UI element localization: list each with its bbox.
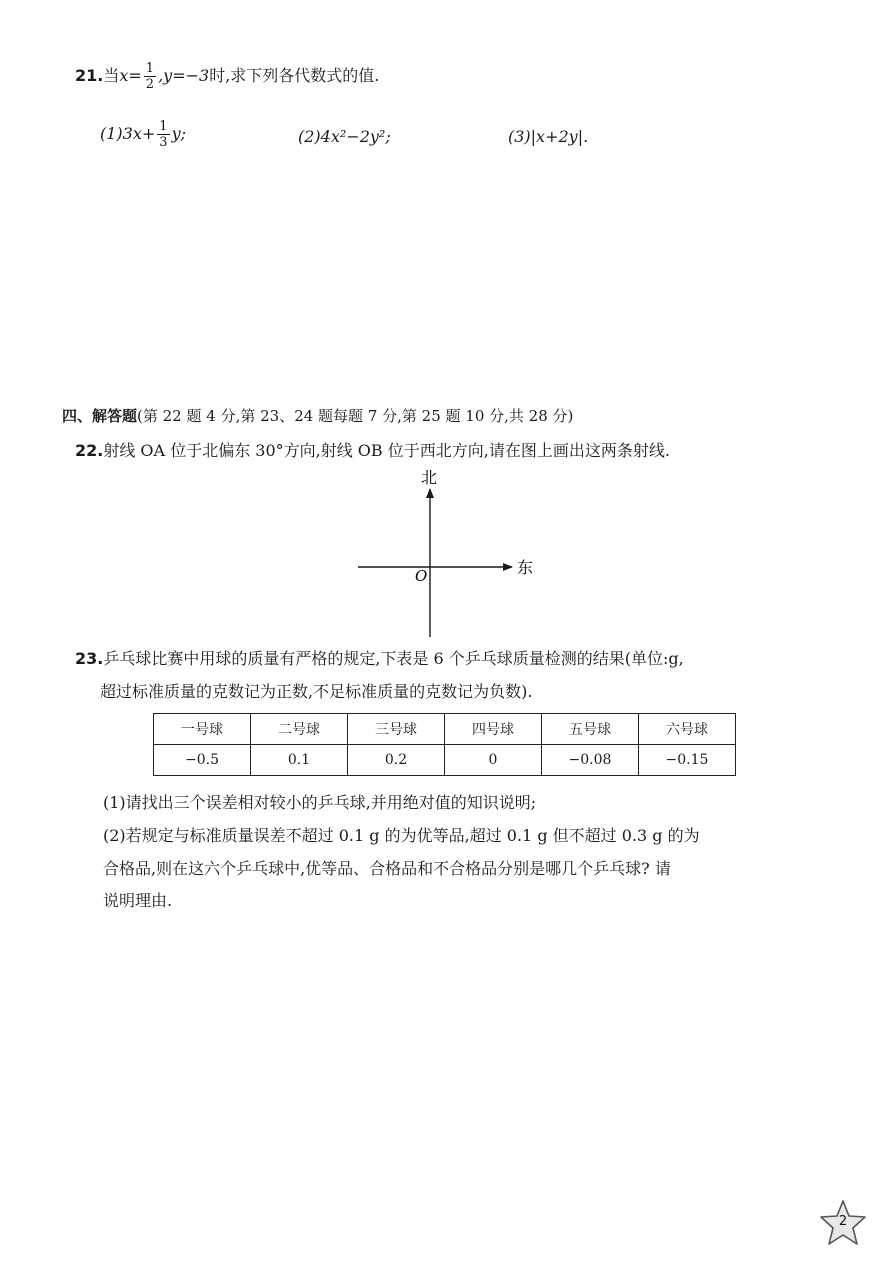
- page-number: 2: [838, 1214, 848, 1229]
- table-header-cell: 六号球: [639, 714, 736, 745]
- q23-sub-question-2-line-3: 说明理由.: [103, 891, 173, 910]
- question-21-stem: [75, 62, 379, 91]
- table-value-cell: 0.2: [348, 745, 445, 776]
- table-value-row: [154, 745, 736, 776]
- origin-label: O: [415, 567, 428, 585]
- table-header-cell: 五号球: [542, 714, 639, 745]
- q21-part-2: (2)4x²−2y²;: [298, 127, 391, 146]
- q23-text-line-2: 超过标准质量的克数记为正数,不足标准质量的克数记为负数).: [100, 682, 533, 701]
- q23-sub-question-1: (1)请找出三个误差相对较小的乒乓球,并用绝对值的知识说明;: [103, 793, 537, 812]
- q21-y-condition: ,y=−3: [158, 66, 210, 85]
- q21-part-1: (1)3x+ $\frac{1}{3}$ y;: [100, 119, 186, 150]
- east-label: 东: [517, 558, 534, 577]
- q23-sub-question-2-line-1: (2)若规定与标准质量误差不超过 0.1 g 的为优等品,超过 0.1 g 但不超过 0.3 g 的为: [103, 826, 700, 845]
- table-header-row: [154, 714, 736, 745]
- question-number: 21.: [75, 66, 104, 85]
- q23-text-line-1: 乒乓球比赛中用球的质量有严格的规定,下表是 6 个乒乓球质量检测的结果(单位:g,: [103, 649, 684, 668]
- table-header-cell: 三号球: [348, 714, 445, 745]
- question-number: 22.: [75, 441, 104, 460]
- fraction-one-half: $\frac{1}{2}$: [145, 61, 155, 92]
- q21-x-var: x=: [119, 66, 142, 85]
- table-value-cell: −0.5: [154, 745, 251, 776]
- ball-mass-table: [153, 713, 736, 776]
- section-header: [62, 405, 573, 426]
- section-title: 四、解答题: [62, 407, 138, 425]
- table-header-cell: 二号球: [251, 714, 348, 745]
- table-value-cell: 0: [445, 745, 542, 776]
- q21-part-3: (3)|x+2y|.: [508, 127, 589, 146]
- question-23-stem: [75, 648, 684, 670]
- table-value-cell: −0.15: [639, 745, 736, 776]
- table-header-cell: 一号球: [154, 714, 251, 745]
- q23-sub-question-2-line-2: 合格品,则在这六个乒乓球中,优等品、合格品和不合格品分别是哪几个乒乓球? 请: [103, 859, 671, 878]
- section-score-note: (第 22 题 4 分,第 23、24 题每题 7 分,第 25 题 10 分,共 28 分): [137, 407, 574, 425]
- question-22-stem: [75, 440, 670, 462]
- fraction-one-third: $\frac{1}{3}$: [159, 119, 168, 150]
- q21-tail: 时,求下列各代数式的值.: [209, 66, 380, 85]
- table-header-cell: 四号球: [445, 714, 542, 745]
- north-label: 北: [421, 468, 438, 487]
- q21-intro: 当: [103, 66, 120, 85]
- q22-text: 射线 OA 位于北偏东 30°方向,射线 OB 位于西北方向,请在图上画出这两条射线.: [103, 441, 670, 460]
- question-number: 23.: [75, 649, 104, 668]
- table-value-cell: 0.1: [251, 745, 348, 776]
- direction-axes-diagram: [340, 465, 550, 640]
- table-value-cell: −0.08: [542, 745, 639, 776]
